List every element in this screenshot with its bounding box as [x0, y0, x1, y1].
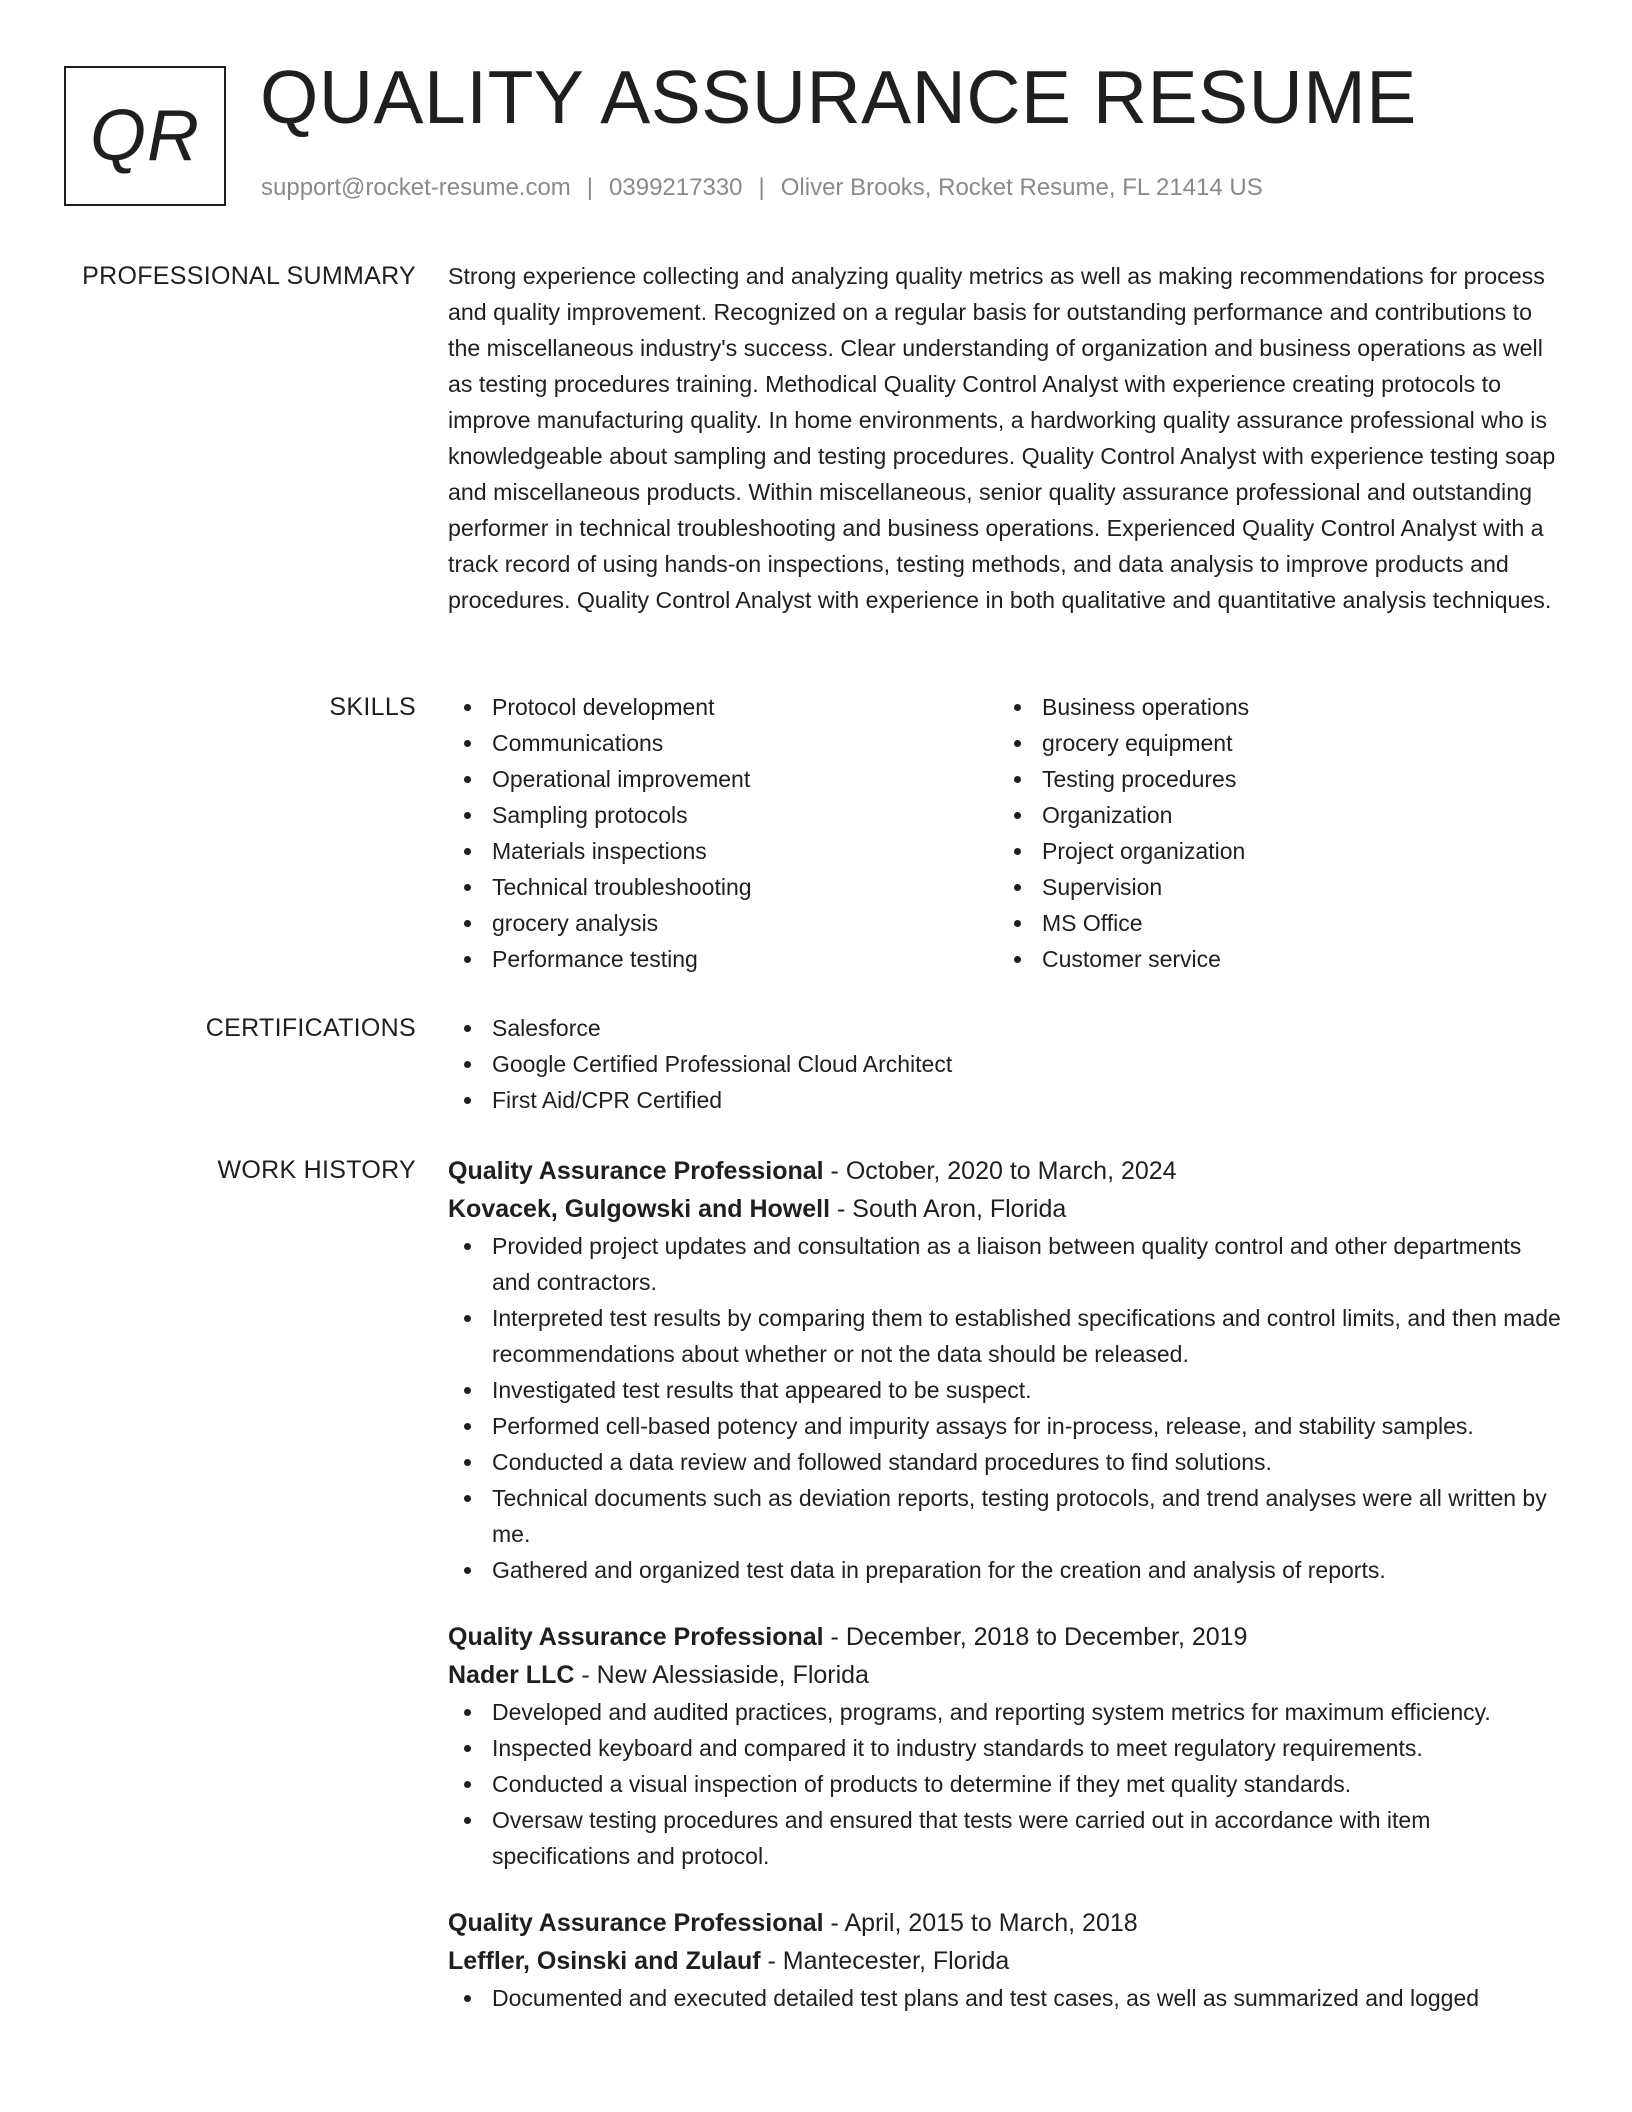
certifications-list	[448, 1010, 1564, 1118]
job-duty: Interpreted test results by comparing them to established specifications and control limits, and then made recommendations about whether or not the data should be released.	[448, 1300, 1564, 1372]
skill-item: Sampling protocols	[448, 797, 998, 833]
monogram-text: QR	[90, 96, 200, 176]
job-duty: Inspected keyboard and compared it to industry standards to meet regulatory requirements.	[448, 1730, 1564, 1766]
job-duties-list	[448, 1980, 1564, 2016]
job-company: Kovacek, Gulgowski and Howell	[448, 1195, 831, 1223]
job-company: Leffler, Osinski and Zulauf	[448, 1947, 761, 1975]
job-duty: Performed cell-based potency and impurity assays for in-process, release, and stability samples.	[448, 1408, 1564, 1444]
certification-item: Salesforce	[448, 1010, 1564, 1046]
work-history-body	[448, 1152, 1564, 2046]
skill-item: Project organization	[998, 833, 1548, 869]
job-title-line	[448, 1618, 1564, 1656]
job-company: Nader LLC	[448, 1661, 575, 1689]
job-duty: Conducted a data review and followed standard procedures to find solutions.	[448, 1444, 1564, 1480]
skill-item: Protocol development	[448, 689, 998, 725]
contact-separator: |	[586, 174, 594, 201]
summary-text: Strong experience collecting and analyzing quality metrics as well as making recommendations for process and quality improvement. Recognized on a regular basis for outstanding performance and contributions to the miscellaneous industry's success. Clear understanding of organization and business operations as well as testing procedures training. Methodical Quality Control Analyst with experience creating protocols to improve manufacturing quality. In home environments, a hardworking quality assurance professional who is knowledgeable about sampling and testing procedures. Quality Control Analyst with experience testing soap and miscellaneous products. Within miscellaneous, senior quality assurance professional and outstanding performer in technical troubleshooting and business operations. Experienced Quality Control Analyst with a track record of using hands-on inspections, testing methods, and data analysis to improve products and procedures. Quality Control Analyst with experience in both qualitative and quantitative analysis techniques.	[448, 263, 1556, 613]
skill-item: Operational improvement	[448, 761, 998, 797]
job-duties-list	[448, 1694, 1564, 1874]
job-dates: - April, 2015 to March, 2018	[823, 1909, 1138, 1937]
job-entry	[448, 1618, 1564, 1874]
job-company-line	[448, 1942, 1564, 1980]
certification-item: First Aid/CPR Certified	[448, 1082, 1564, 1118]
skills-list-left	[448, 689, 998, 977]
job-duty: Provided project updates and consultation as a liaison between quality control and other departments and contractors.	[448, 1228, 1564, 1300]
summary-body	[448, 258, 1564, 618]
skills-body	[448, 689, 1564, 977]
job-title: Quality Assurance Professional	[448, 1157, 824, 1185]
skill-item: Testing procedures	[998, 761, 1548, 797]
job-company-line	[448, 1656, 1564, 1694]
job-duty: Conducted a visual inspection of products to determine if they met quality standards.	[448, 1766, 1564, 1802]
job-company-line	[448, 1190, 1564, 1228]
job-dates: - October, 2020 to March, 2024	[823, 1157, 1177, 1185]
monogram-badge	[64, 66, 226, 206]
contact-address: Oliver Brooks, Rocket Resume, FL 21414 US	[780, 174, 1263, 201]
job-duty: Investigated test results that appeared to be suspect.	[448, 1372, 1564, 1408]
skill-item: Materials inspections	[448, 833, 998, 869]
job-title: Quality Assurance Professional	[448, 1623, 824, 1651]
certification-item: Google Certified Professional Cloud Architect	[448, 1046, 1564, 1082]
job-duties-list	[448, 1228, 1564, 1588]
skill-item: Performance testing	[448, 941, 998, 977]
skill-item: Communications	[448, 725, 998, 761]
resume-title: QUALITY ASSURANCE RESUME	[260, 55, 1417, 139]
certifications-body	[448, 1010, 1564, 1118]
contact-email: support@rocket-resume.com	[261, 174, 571, 201]
job-duty: Oversaw testing procedures and ensured that tests were carried out in accordance with item specifications and protocol.	[448, 1802, 1564, 1874]
section-label-skills: SKILLS	[329, 693, 416, 721]
contact-separator: |	[758, 174, 765, 201]
contact-phone: 0399217330	[609, 174, 743, 201]
skill-item: Customer service	[998, 941, 1548, 977]
job-entry	[448, 1904, 1564, 2016]
skill-item: MS Office	[998, 905, 1548, 941]
job-title: Quality Assurance Professional	[448, 1909, 824, 1937]
job-duty: Technical documents such as deviation reports, testing protocols, and trend analyses were all written by me.	[448, 1480, 1564, 1552]
skill-item: grocery analysis	[448, 905, 998, 941]
contact-line	[261, 174, 1263, 202]
skill-item: Organization	[998, 797, 1548, 833]
job-dates: - December, 2018 to December, 2019	[823, 1623, 1248, 1651]
job-title-line	[448, 1904, 1564, 1942]
section-label-certifications: CERTIFICATIONS	[205, 1014, 416, 1042]
skill-item: grocery equipment	[998, 725, 1548, 761]
job-duty: Gathered and organized test data in preparation for the creation and analysis of reports.	[448, 1552, 1564, 1588]
section-label-summary: PROFESSIONAL SUMMARY	[82, 262, 416, 290]
skill-item: Technical troubleshooting	[448, 869, 998, 905]
section-label-work-history: WORK HISTORY	[217, 1156, 416, 1184]
job-location: - New Alessiaside, Florida	[574, 1661, 869, 1689]
skill-item: Supervision	[998, 869, 1548, 905]
job-location: - Mantecester, Florida	[760, 1947, 1010, 1975]
job-location: - South Aron, Florida	[830, 1195, 1067, 1223]
job-entry	[448, 1152, 1564, 1588]
skill-item: Business operations	[998, 689, 1548, 725]
job-title-line	[448, 1152, 1564, 1190]
job-duty: Documented and executed detailed test plans and test cases, as well as summarized and logged	[448, 1980, 1564, 2016]
skills-list-right	[998, 689, 1548, 977]
job-duty: Developed and audited practices, programs, and reporting system metrics for maximum efficiency.	[448, 1694, 1564, 1730]
